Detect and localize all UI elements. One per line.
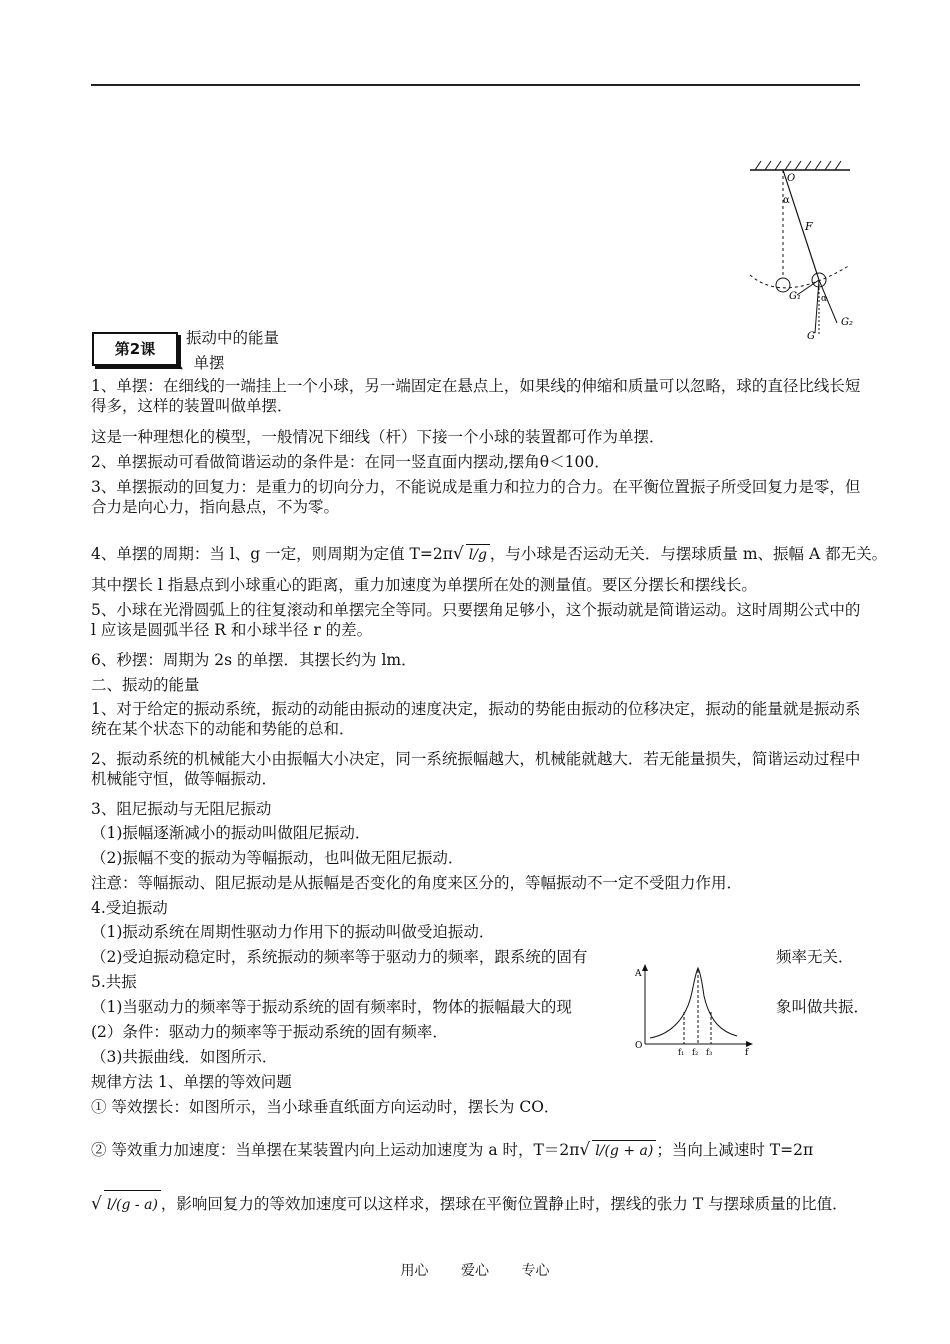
label-alpha: α [783,195,790,206]
para-25: ② 等效重力加速度：当单摆在某装置内向上运动加速度为 a 时，T＝2π√ l/(g + a) ；当向上减速时 T=2π [91,1140,814,1160]
para-15: 注意：等幅振动、阻尼振动是从振幅是否变化的角度来区分的，等幅振动不一定不受阻力作用． [91,874,743,892]
resonance-figure [632,962,757,1057]
para-25-text-a: ② 等效重力加速度：当单摆在某装置内向上运动加速度为 a 时，T＝2π [91,1141,580,1159]
resonance-curve [650,968,737,1038]
para-4: 3、单摆振动的回复力：是重力的切向分力，不能说成是重力和拉力的合力。在平衡位置振子所受回复力是零，但合力是向心力，指向悬点，不为零。 [91,478,861,516]
label-G1: G₁ [789,291,801,302]
label-F: F [805,220,813,233]
para-5-text-b: ，与小球是否运动无关．与摆球质量 m、振幅 A 都无关。 [489,545,888,563]
origin-label: O [635,1041,643,1051]
para-18a: （2)受迫振动稳定时，系统振动的频率等于驱动力的频率，跟系统的固有 [91,948,588,966]
para-7: 5、小球在光滑圆弧上的往复滚动和单摆完全等同。只要摆角足够小，这个振动就是简谐运动。这时周期公式中的 l 应该是圆弧半径 R 和小球半径 r 的差。 [91,601,861,639]
para-3: 2、单摆振动可看做简谐运动的条件是：在同一竖直面内摆动,摆角θ＜100． [91,453,610,471]
label-f3: f₃ [706,1048,713,1057]
para-10: 1、对于给定的振动系统，振动的动能由振动的速度决定，振动的势能由振动的位移决定，振动的能量就是振动系统在某个状态下的动能和势能的总和． [91,700,861,738]
para-2: 这是一种理想化的模型，一般情况下细线（杆）下接一个小球的装置都可作为单摆． [91,428,665,446]
para-11: 2、振动系统的机械能大小由振幅大小决定，同一系统振幅越大，机械能就越大．若无能量损失，简谐运动过程中机械能守恒，做等幅振动． [91,750,861,788]
pendulum-figure [745,155,865,345]
para-21: (2）条件：驱动力的频率等于振动系统的固有频率． [91,1023,448,1041]
para-20a: （1)当驱动力的频率等于振动系统的固有频率时，物体的振幅最大的现 [91,998,572,1016]
formula-g-plus-a: l/(g + a) [592,1140,656,1161]
para-5: 4、单摆的周期：当 l、g 一定，则周期为定值 T=2π√ l/g ，与小球是否运动无关．与摆球质量 m、振幅 A 都无关。 [91,544,888,564]
footer-a: 用心 [400,1263,429,1279]
para-5-text-a: 4、单摆的周期：当 l、g 一定，则周期为定值 T=2π [91,545,453,563]
axis-label-A: A [635,969,642,979]
footer-b: 爱心 [461,1263,489,1279]
para-24: ① 等效摆长：如图所示，当小球垂直纸面方向运动时，摆长为 CO． [91,1098,560,1116]
header-rule [91,84,860,86]
pendulum-string [783,170,819,280]
para-12: 3、阻尼振动与无阻尼振动 [91,800,272,818]
footer [0,1260,950,1280]
label-alpha2: α [821,294,828,304]
para-22: （3)共振曲线．如图所示． [91,1048,278,1066]
label-G2: G₂ [841,317,853,328]
para-19: 5.共振 [91,973,137,991]
period-formula: l/g [466,544,490,565]
para-18b: 频率无关． [776,948,854,966]
formula-g-minus-a: l/(g - a) [104,1190,161,1219]
label-f1: f₁ [678,1048,685,1057]
lesson-badge: 第2课 [92,332,178,366]
force-G [815,280,819,333]
lesson-title: 振动中的能量 [186,329,280,347]
para-1: 1、单摆：在细线的一端挂上一个小球，另一端固定在悬点上，如果线的伸缩和质量可以忽略，球的直径比线长短得多，这样的装置叫做单摆． [91,377,861,415]
para-25-text-b: ；当向上减速时 T=2π [656,1141,814,1159]
para-17: （1)振动系统在周期性驱动力作用下的振动叫做受迫振动． [91,923,495,941]
para-20b: 象叫做共振． [776,998,870,1016]
para-26-text: ，影响回复力的等效加速度可以这样求，摆球在平衡位置静止时，摆线的张力 T 与摆球质量的比值． [160,1195,848,1213]
para-8: 6、秒摆：周期为 2s 的单摆．其摆长约为 lm． [91,651,417,669]
label-G: G [807,331,815,342]
para-23: 规律方法 1、单摆的等效问题 [91,1073,292,1091]
section-heading: 、单摆 [178,354,225,372]
para-6: 其中摆长 l 指悬点到小球重心的距离，重力加速度为单摆所在处的测量值。要区分摆长和摆线长。 [91,576,757,594]
para-13: （1)振幅逐渐减小的振动叫做阻尼振动． [91,824,371,842]
ball-equilibrium [776,278,790,292]
axis-label-f: f [745,1048,749,1057]
label-f2: f₂ [692,1048,699,1057]
para-16: 4.受迫振动 [91,899,168,917]
footer-c: 专心 [521,1263,550,1279]
swing-arc [750,265,850,288]
para-14: （2)振幅不变的振动为等幅振动，也叫做无阻尼振动． [91,849,464,867]
label-O: O [787,173,796,184]
section-2-heading: 二、振动的能量 [91,676,200,694]
para-26: √ l/(g - a) ，影响回复力的等效加速度可以这样求，摆球在平衡位置静止时，摆线的张力 T 与摆球质量的比值． [91,1190,866,1219]
